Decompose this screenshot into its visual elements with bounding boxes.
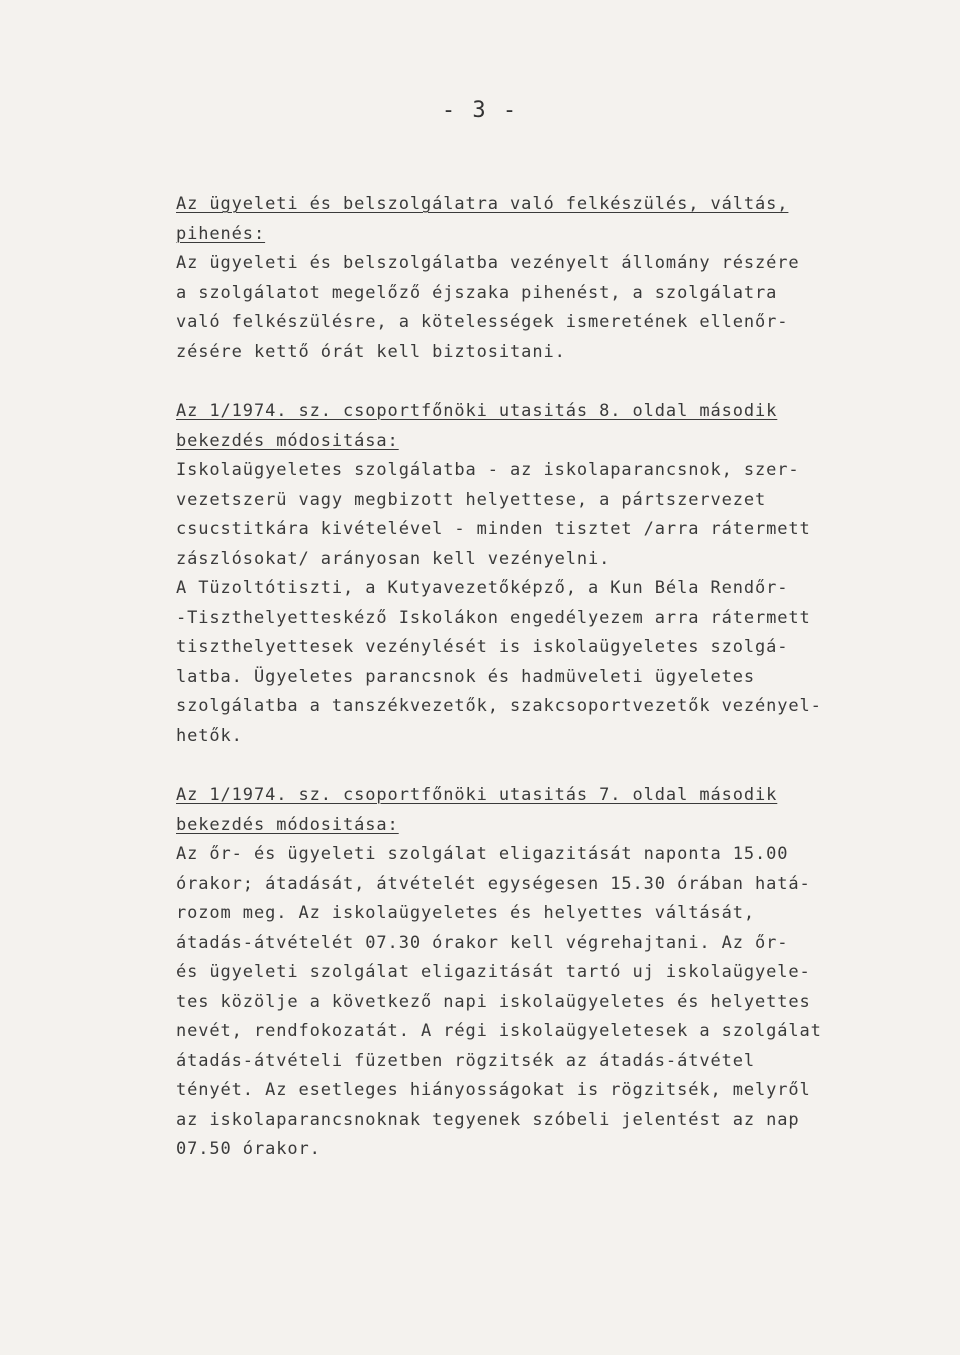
body-line: 07.50 órakor.	[176, 1139, 321, 1159]
body-line: nevét, rendfokozatát. A régi iskolaügyeletesek a szolgálat	[176, 1021, 822, 1041]
section-duty-preparation	[176, 190, 876, 367]
body-line: rozom meg. Az iskolaügyeletes és helyettes váltását,	[176, 903, 756, 923]
body-line: vezetszerü vagy megbizott helyettese, a pártszervezet	[176, 489, 767, 510]
section-heading-line: Az ügyeleti és belszolgálatra való felkészülés, váltás,	[176, 194, 789, 214]
body-line: zászlósokat/ arányosan kell vezényelni.	[176, 548, 611, 569]
page-number: - 3 -	[441, 98, 519, 123]
section-page7-amendment	[176, 781, 876, 1165]
body-line: való felkészülésre, a kötelességek ismeretének ellenőr-	[176, 312, 789, 332]
body-line: átadás-átvételi füzetben rögzitsék az átadás-átvétel	[176, 1050, 756, 1071]
section-heading-line: Az 1/1974. sz. csoportfőnöki utasitás 7. oldal második	[176, 785, 778, 805]
section-heading-line: pihenés:	[176, 223, 266, 244]
body-line: csucstitkára kivételével - minden tisztet /arra rátermett	[176, 519, 811, 539]
body-line: tényét. Az esetleges hiányosságokat is rögzitsék, melyről	[176, 1080, 811, 1100]
section-heading-line: bekezdés módositása:	[176, 430, 399, 451]
body-line: Az ügyeleti és belszolgálatba vezényelt állomány részére	[176, 253, 800, 273]
body-line: szolgálatba a tanszékvezetők, szakcsoportvezetők vezényel-	[176, 696, 822, 716]
body-line: az iskolaparancsnoknak tegyenek szóbeli jelentést az nap	[176, 1109, 800, 1130]
section-heading-line: bekezdés módositása:	[176, 814, 399, 835]
body-line: Iskolaügyeletes szolgálatba - az iskolaparancsnok, szer-	[176, 460, 800, 480]
section-heading-line: Az 1/1974. sz. csoportfőnöki utasitás 8. oldal második	[176, 401, 778, 421]
body-line: A Tüzoltótiszti, a Kutyavezetőképző, a Kun Béla Rendőr-	[176, 578, 789, 598]
body-line: zésére kettő órát kell biztositani.	[176, 341, 566, 362]
body-line: hetők.	[176, 725, 243, 746]
body-line: órakor; átadását, átvételét egységesen 15.30 órában hatá-	[176, 873, 811, 894]
section-page8-amendment	[176, 397, 876, 751]
body-line: tiszthelyettesek vezénylését is iskolaügyeletes szolgá-	[176, 637, 789, 657]
body-line: tes közölje a következő napi iskolaügyeletes és helyettes	[176, 991, 811, 1012]
body-line: a szolgálatot megelőző éjszaka pihenést, a szolgálatra	[176, 282, 778, 303]
body-line: Az őr- és ügyeleti szolgálat eligazitását naponta 15.00	[176, 844, 789, 864]
body-line: -Tiszthelyetteskéző Iskolákon engedélyezem arra rátermett	[176, 607, 811, 628]
body-line: átadás-átvételét 07.30 órakor kell végrehajtani. Az őr-	[176, 932, 789, 953]
body-line: és ügyeleti szolgálat eligazitását tartó uj iskolaügyele-	[176, 962, 811, 982]
body-line: latba. Ügyeletes parancsnok és hadmüveleti ügyeletes	[176, 666, 756, 687]
